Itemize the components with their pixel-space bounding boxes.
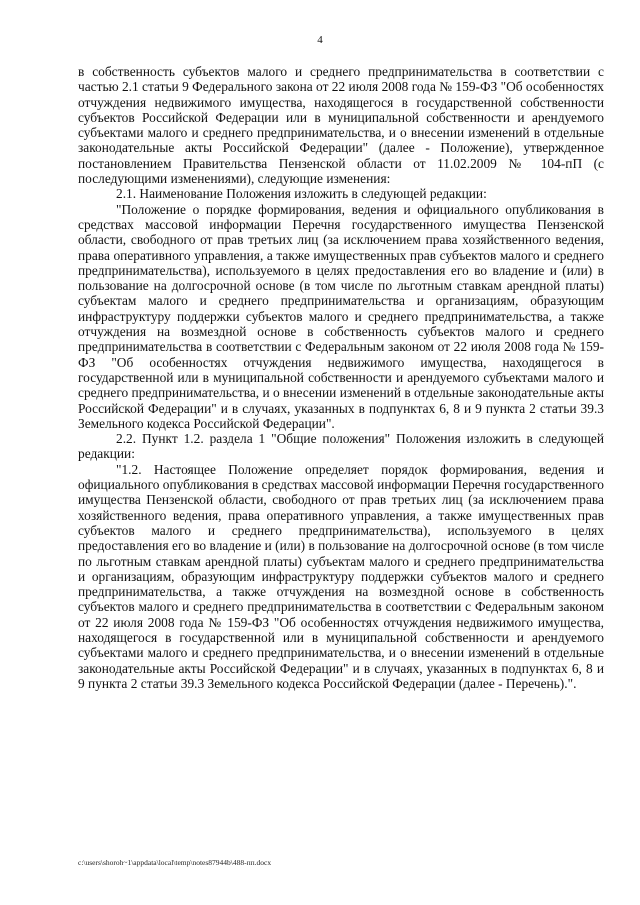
paragraph-amendment-intro: в собственность субъектов малого и среднего предпринимательства в соответствии с частью 2.1 статьи 9 Федерального закона от 22 июля 2008 года № 159-ФЗ "Об особенностях отчуждения недвижимого имущества, находящегося в государственной собственности субъектов Российской Федерации или в муниципальной собственности и арендуемого субъектами малого и среднего предпринимательства, и о внесении изменений в отдельные законодательные акты Российской Федерации" (далее - Положение), утвержденное постановлением Правительства Пензенской области от 11.02.2009 № 104-пП (с последующими изменениями), следующие изменения:	[78, 64, 604, 187]
paragraph-2-1: 2.1. Наименование Положения изложить в следующей редакции:	[116, 186, 487, 202]
document-body	[78, 64, 604, 691]
page-number: 4	[317, 34, 323, 46]
paragraph-1-2-text: "1.2. Настоящее Положение определяет порядок формирования, ведения и официального опубликования в средствах массовой информации Перечня государственного имущества Пензенской области, свободного от прав третьих лиц (за исключением права хозяйственного ведения, права оперативного управления, а также имущественных прав субъектов малого и среднего предпринимательства), используемого в целях предоставления его во владение и (или) в пользование на долгосрочной основе (в том числе по льготным ставкам арендной платы) субъектам малого и среднего предпринимательства и организациям, образующим инфраструктуру поддержки субъектов малого и среднего предпринимательства, а также отчуждения на возмездной основе в собственность субъектов малого и среднего предпринимательства в соответствии с Федеральным законом от 22 июля 2008 года № 159-ФЗ "Об особенностях отчуждения недвижимого имущества, находящегося в государственной или в муниципальной собственности и арендуемого субъектами малого и среднего предпринимательства, и о внесении изменений в отдельные законодательные акты Российской Федерации" и в случаях, указанных в подпунктах 6, 8 и 9 пункта 2 статьи 39.3 Земельного кодекса Российской Федерации (далее - Перечень).".	[78, 461, 604, 691]
paragraph-new-title: "Положение о порядке формирования, ведения и официального опубликования в средствах массовой информации Перечня государственного имущества Пензенской области, свободного от прав третьих лиц (за исключением права хозяйственного ведения, права оперативного управления, а также имущественных прав субъектов малого и среднего предпринимательства), используемого в целях предоставления его во владение и (или) в пользование на долгосрочной основе (в том числе по льготным ставкам арендной платы) субъектам малого и среднего предпринимательства и организациям, образующим инфраструктуру поддержки субъектов малого и среднего предпринимательства, а также отчуждения на возмездной основе в собственность субъектов малого и среднего предпринимательства в соответствии с Федеральным законом от 22 июля 2008 года № 159-ФЗ "Об особенностях отчуждения недвижимого имущества, находящегося в государственной или в муниципальной собственности и арендуемого субъектами малого и среднего предпринимательства, и о внесении изменений в отдельные законодательные акты Российской Федерации" и в случаях, указанных в подпунктах 6, 8 и 9 пункта 2 статьи 39.3 Земельного кодекса Российской Федерации".	[78, 201, 604, 431]
footer-file-path: c:\users\shoroh~1\appdata\local\temp\notes87944b\488-пп.docx	[78, 858, 272, 867]
paragraph-2-2: 2.2. Пункт 1.2. раздела 1 "Общие положения" Положения изложить в следующей редакции:	[78, 431, 604, 462]
